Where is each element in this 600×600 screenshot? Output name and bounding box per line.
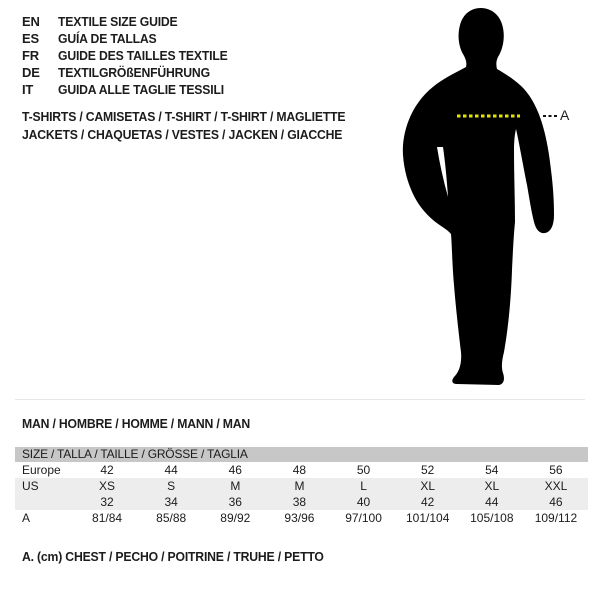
table-cell: 105/108 [470, 511, 514, 525]
table-row [15, 510, 588, 526]
table-cell: 109/112 [534, 511, 578, 525]
table-cell: 101/104 [405, 511, 450, 525]
table-cell: 85/88 [156, 511, 187, 525]
table-cell: 32 [100, 495, 114, 509]
table-row [15, 494, 588, 510]
size-table [15, 447, 588, 526]
table-cell: XL [420, 479, 436, 493]
table-cell: 42 [100, 463, 114, 477]
language-code: IT [22, 82, 34, 97]
table-cell: XS [99, 479, 116, 493]
table-cell: L [360, 479, 367, 493]
table-cell: M [230, 479, 241, 493]
table-cell: 56 [549, 463, 563, 477]
table-cell: XXL [544, 479, 568, 493]
language-label: TEXTILE SIZE GUIDE [58, 14, 178, 29]
row-label [15, 494, 75, 510]
table-cell: 38 [292, 495, 307, 509]
divider-line [15, 399, 585, 400]
table-cell: 50 [356, 463, 371, 477]
section-title-man: MAN / HOMBRE / HOMME / MANN / MAN [22, 416, 251, 431]
table-cell: 48 [292, 463, 307, 477]
category-line-tshirts: T-SHIRTS / CAMISETAS / T-SHIRT / T-SHIRT / MAGLIETTE [22, 109, 346, 124]
table-cell: 97/100 [345, 511, 382, 525]
row-label: A [22, 511, 31, 525]
category-line-jackets: JACKETS / CHAQUETAS / VESTES / JACKEN / GIACCHE [22, 127, 343, 142]
table-cell: S [167, 479, 176, 493]
language-code: ES [22, 31, 39, 46]
language-label: GUÍA DE TALLAS [58, 31, 157, 46]
table-cell: 42 [421, 495, 435, 509]
table-row [15, 462, 588, 478]
table-cell: 40 [356, 495, 371, 509]
table-cell: 34 [164, 495, 178, 509]
language-code: DE [22, 65, 40, 80]
table-cell: 89/92 [220, 511, 251, 525]
row-label: US [22, 479, 39, 493]
language-label: GUIDE DES TAILLES TEXTILE [58, 48, 228, 63]
table-cell: M [294, 479, 305, 493]
table-cell: 46 [228, 463, 242, 477]
table-cell: 46 [549, 495, 563, 509]
size-table-header: SIZE / TALLA / TAILLE / GRÖSSE / TAGLIA [15, 447, 588, 462]
language-label: TEXTILGRÖßENFÜHRUNG [58, 65, 210, 80]
table-cell: 81/84 [92, 511, 123, 525]
size-table-rows [15, 462, 588, 526]
table-cell: 52 [421, 463, 435, 477]
table-cell: 44 [485, 495, 499, 509]
language-code: FR [22, 48, 39, 63]
table-row [15, 478, 588, 494]
measurement-a-label: A [560, 107, 570, 123]
table-cell: 54 [485, 463, 499, 477]
footer-measurement-note: A. (cm) CHEST / PECHO / POITRINE / TRUHE / PETTO [22, 549, 324, 564]
language-label: GUIDA ALLE TAGLIE TESSILI [58, 82, 224, 97]
language-code: EN [22, 14, 40, 29]
table-cell: 36 [228, 495, 242, 509]
table-cell: XL [484, 479, 500, 493]
row-label: Europe [22, 463, 61, 477]
table-cell: 93/96 [284, 511, 315, 525]
man-silhouette [403, 8, 554, 385]
table-cell: 44 [164, 463, 178, 477]
